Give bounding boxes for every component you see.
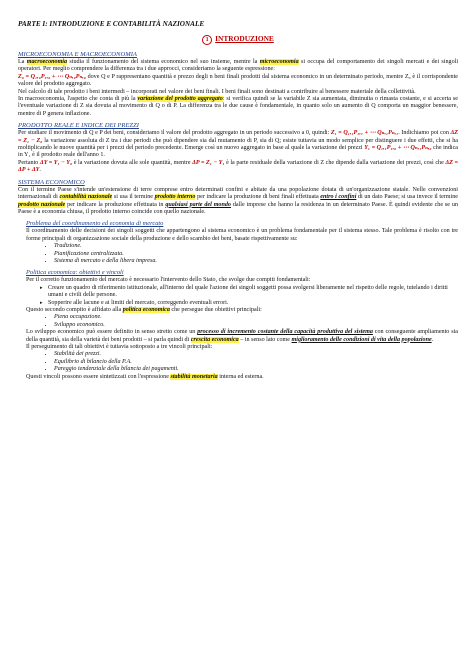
- equation: ΔP = Z₁ − Y₁: [192, 159, 225, 166]
- paragraph: Con il termine Paese s'intende un'estensione di terre comprese entro determinati confini e abitate da una popolazione dotata di un'organizzazione statale. Nelle convenzioni internazionali di contabilità nazionale si usa il termine prodotto interno per indicare la produzione di beni finali effettuata entro i confini di un dato Paese; si usa invece il termine prodotto nazionale per indicare la produzione effettuata in qualsiasi parte del mondo dalle imprese che hanno la residenza in un determinato Paese. È quindi evidente che se un Paese è a economia chiusa, il prodotto interno coincide con quello nazionale.: [18, 186, 458, 215]
- list-item: • Sistema di mercato e della libera impresa.: [54, 258, 458, 265]
- section-heading-sistema-economico: SISTEMA ECONOMICO: [18, 178, 85, 186]
- list-item: ▸ Creare un quadro di riferimento istituzionale, all'interno del quale l'azione dei singoli soggetti possa svolgersi liberamente nel rispetto delle regole, tutelando i diritti umani e civili delle persone.: [48, 285, 458, 300]
- list-item: ▸ Sopperire alle lacune e ai limiti del mercato, correggendo eventuali errori.: [48, 300, 458, 307]
- chapter-title: [18, 34, 458, 45]
- equation: Z₀ = Q₁,₀P₁,₀ + ⋯ Qₙ,₀Pₙ,₀: [18, 73, 86, 80]
- paragraph: Z₀ = Q₁,₀P₁,₀ + ⋯ Qₙ,₀Pₙ,₀ dove Q e P rappresentano quantità e prezzo degli n beni finali prodotti dal sistema economico in un determinato periodo, mentre Z₀ è il corrispondente valore del prodotto aggregato.: [18, 73, 458, 88]
- equation: ΔY = Y₁ − Y₀: [39, 159, 73, 166]
- list-item: • Pianificazione centralizzata.: [54, 251, 458, 258]
- paragraph: Questi vincoli possono essere sintetizzati con l'espressione stabilità monetaria interna ed esterna.: [26, 373, 264, 380]
- list-item: • Sviluppo economico.: [54, 322, 458, 329]
- section-heading-prodotto-reale: PRODOTTO REALE E INDICE DEI PREZZI: [18, 122, 139, 130]
- equation: Z₁ = Q₁,₁P₁,₁ + ⋯ Qₙ,₁Pₙ,₁: [330, 130, 399, 137]
- section-heading-micro-macro: MICROECONOMIA E MACROECONOMIA: [18, 51, 137, 58]
- list-item: • Equilibrio di bilancio della P.A.: [54, 359, 458, 366]
- paragraph: Per studiare il movimento di Q e P dei beni, consideriamo il valore del prodotto aggregato in un periodo successivo a 0, quindi: Z₁ = Q₁,₁P₁,₁ + ⋯ Qₙ,₁Pₙ,₁. Indichiamo poi con ΔZ = Z₁ − Z₀ la variazione assoluta di Z tra i due periodi che può dipendere sia dal mutamento di P, sia di Q; esiste tuttavia un modo semplice per distinguere i due effetti, che si ha moltiplicando le nuove quantità per i prezzi del periodo precedente. Emerge così un nuovo aggregato in base al quale la variazione dei prezzi Y₁ = Q₁,₁P₁,₀ + ⋯ Qₙ,₁Pₙ,₀ che indica in Y₁ è il prodotto reale dell'anno 1.: [18, 130, 459, 159]
- bullet-list: [18, 243, 458, 265]
- paragraph: La macroeconomia studia il funzionamento del sistema economico nel suo insieme, mentre la microeconomia si occupa del comportamento dei singoli mercati e dei singoli operatori. Per meglio comprendere la differenza tra i due approcci, consideriamo la seguente espressione:: [18, 59, 459, 73]
- chapter-title-text: INTRODUZIONE: [215, 34, 274, 43]
- part-title: PARTE I: INTRODUZIONE E CONTABILITÀ NAZIONALE: [18, 20, 205, 28]
- paragraph: Nel calcolo di tale prodotto i beni intermedi – incorporati nel valore dei beni finali. I beni finali sono destinati a contribuire al benessere materiale della collettività.: [18, 88, 416, 95]
- list-item: • Tradizione.: [54, 243, 458, 250]
- bullet-list: [18, 351, 458, 373]
- paragraph: In macroeconomia, l'aspetto che conta di più la variazione del prodotto aggregato: si verifica quindi se la variabile Z sia aumentata, diminuita o rimasta costante, e si accerta se l'eventuale variazione di Z sia dovuta al movimento di Q o di P. La differenza tra le due cause è fondamentale, in quanto solo un aumento di Q comporta un maggior benessere, mentre di P genera inflazione.: [18, 96, 458, 117]
- paragraph: Il perseguimento di tali obiettivi è tuttavia sottoposto a tre vincoli principali:: [26, 344, 213, 350]
- subsection-heading-politica-economica: Politica economica: obiettivi e vincoli: [26, 269, 124, 277]
- list-item: • Stabilità dei prezzi.: [54, 351, 458, 358]
- paragraph: Per il corretto funzionamento del mercato è necessario l'intervento dello Stato, che svolge due compiti fondamentali:: [26, 277, 311, 284]
- paragraph: Lo sviluppo economico può essere definito in senso stretto come un processo di incremento costante della capacità produttiva del sistema con conseguente ampliamento sia della quantità, sia della varietà dei beni prodotti – si parla quindi di crescita economica – in senso lato come miglioramento delle condizioni di vita della popolazione.: [26, 329, 458, 343]
- list-item: • Piena occupazione.: [54, 314, 458, 321]
- list-item: • Pareggio tendenziale della bilancia dei pagamenti.: [54, 366, 458, 373]
- paragraph: Questo secondo compito è affidato alla politica economica che persegue due obiettivi principali:: [26, 306, 262, 313]
- equation: ΔZ = ΔP + ΔY: [18, 159, 458, 174]
- subsection-heading-coordinamento: Problema del coordinamento ed economia di mercato: [26, 220, 164, 228]
- document-page: [18, 20, 458, 381]
- chapter-number: 1: [202, 35, 212, 45]
- paragraph: Pertanto ΔY = Y₁ − Y₀ è la variazione dovuta alle sole quantità, mentre ΔP = Z₁ − Y₁ è la parte residuale della variazione di Z che dipende dalla variazione dei prezzi, così che ΔZ = ΔP + ΔY.: [18, 159, 458, 174]
- paragraph: Il coordinamento delle decisioni dei singoli soggetti che appartengono al sistema economico è un problema fondamentale per il sistema stesso. Tale problema è risolto con tre forme principali di organizzazione sociale della produzione e dello scambio dei beni, basate rispettivamente su:: [26, 228, 458, 242]
- equation: Y₁ = Q₁,₁P₁,₀ + ⋯ Qₙ,₁Pₙ,₀: [364, 145, 432, 152]
- equation: ΔZ = Z₁ − Z₀: [18, 130, 459, 144]
- arrow-list: [18, 285, 458, 307]
- bullet-list: [18, 314, 458, 329]
